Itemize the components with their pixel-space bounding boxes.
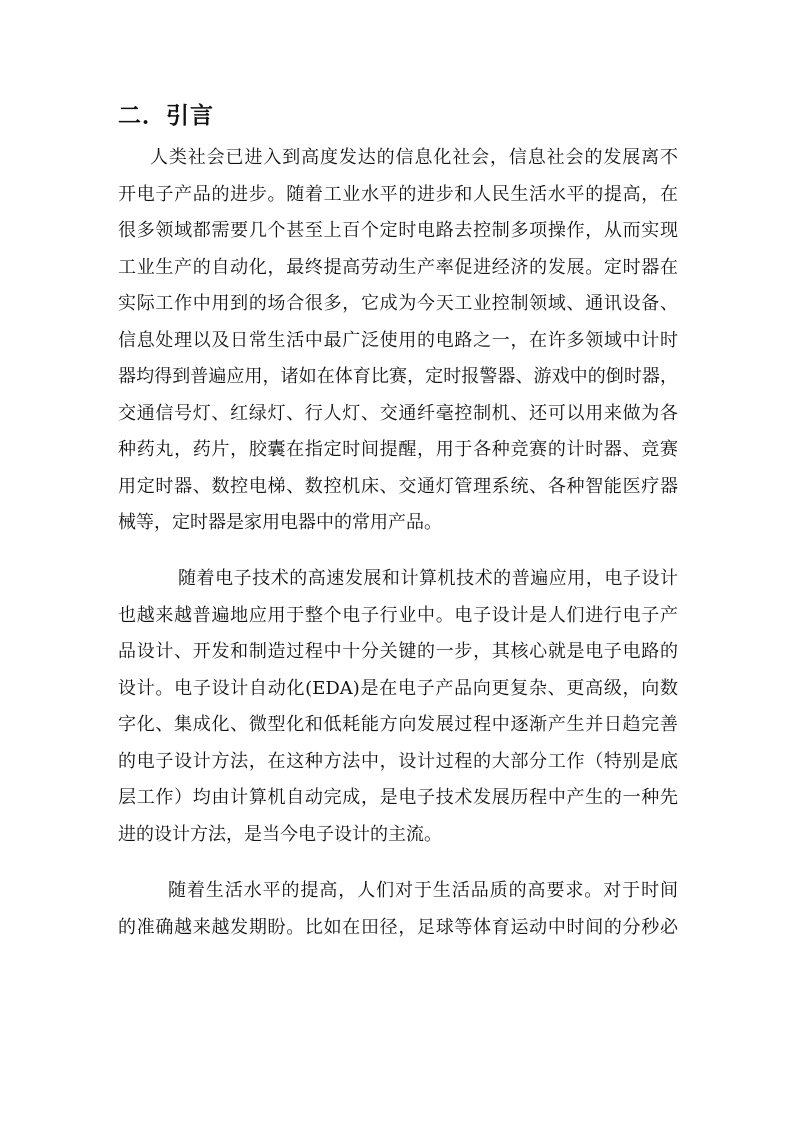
text-line: 层工作）均由计算机自动完成，是电子技术发展历程中产生的一种先 [118, 787, 678, 808]
text-line: 的电子设计方法，在这种方法中，设计过程的大部分工作（特别是底 [118, 751, 678, 772]
text-line: 实际工作中用到的场合很多，它成为今天工业控制领域、通讯设备、 [118, 293, 678, 314]
text-line: 人类社会已进入到高度发达的信息化社会，信息社会的发展离不 [150, 147, 678, 168]
text-line: 开电子产品的进步。随着工业水平的进步和人民生活水平的提高，在 [118, 184, 678, 205]
text-line: 设计。电子设计自动化(EDA)是在电子产品向更复杂、更高级，向数 [118, 678, 678, 699]
text-line: 信息处理以及日常生活中最广泛使用的电路之一，在许多领域中计时 [118, 330, 678, 351]
text-line: 品设计、开发和制造过程中十分关键的一步，其核心就是电子电路的 [118, 641, 678, 662]
text-line: 械等，定时器是家用电器中的常用产品。 [118, 512, 442, 533]
text-line: 随着电子技术的高速发展和计算机技术的普遍应用，电子设计 [178, 568, 678, 589]
text-line: 也越来越普遍地应用于整个电子行业中。电子设计是人们进行电子产 [118, 605, 678, 626]
text-line: 进的设计方法，是当今电子设计的主流。 [118, 824, 442, 845]
text-line: 随着生活水平的提高，人们对于生活品质的高要求。对于时间 [168, 880, 678, 901]
text-line: 交通信号灯、红绿灯、行人灯、交通纤毫控制机、还可以用来做为各 [118, 403, 678, 424]
text-line: 字化、集成化、微型化和低耗能方向发展过程中逐渐产生并日趋完善 [118, 714, 678, 735]
text-line: 器均得到普遍应用，诸如在体育比赛，定时报警器、游戏中的倒时器， [118, 366, 678, 387]
section-heading: 二．引言 [118, 103, 214, 129]
text-line: 的准确越来越发期盼。比如在田径，足球等体育运动中时间的分秒必 [118, 917, 678, 938]
text-line: 工业生产的自动化，最终提高劳动生产率促进经济的发展。定时器在 [118, 257, 678, 278]
text-line: 很多领域都需要几个甚至上百个定时电路去控制多项操作，从而实现 [118, 220, 678, 241]
text-line: 用定时器、数控电梯、数控机床、交通灯管理系统、各种智能医疗器 [118, 476, 678, 497]
text-line: 种药丸，药片，胶囊在指定时间提醒，用于各种竞赛的计时器、竞赛 [118, 439, 678, 460]
